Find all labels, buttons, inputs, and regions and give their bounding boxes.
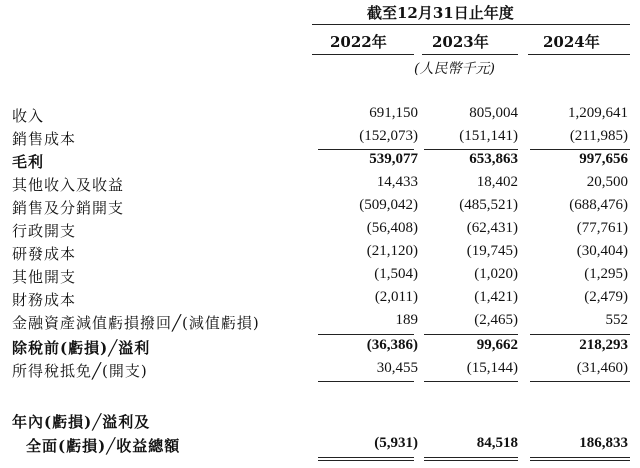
row-label: 收入 — [12, 107, 45, 125]
value-2024: 997,656 — [579, 151, 628, 167]
period-header-rule — [312, 24, 630, 25]
total-label-line2: 全面(虧損)╱收益總額 — [26, 437, 181, 455]
value-2024: (31,460) — [576, 360, 628, 376]
row-label: 除稅前(虧損)╱溢利 — [12, 339, 151, 357]
value-2023: 84,518 — [476, 435, 518, 451]
value-2022: (509,042) — [359, 197, 418, 213]
value-2024: 218,293 — [579, 337, 628, 353]
total-double-rule-2022-a — [318, 457, 414, 458]
total-double-rule-2023-a — [424, 457, 518, 458]
total-label-line1: 年內(虧損)╱溢利及 — [12, 413, 151, 431]
table-row-other-income — [0, 173, 640, 195]
row-label: 研發成本 — [12, 245, 77, 263]
table-row-cost-of-sales — [0, 127, 640, 149]
table-row-total — [0, 434, 640, 456]
value-2023: (2,465) — [474, 312, 518, 328]
row-label: 財務成本 — [12, 291, 77, 309]
value-2022: 14,433 — [376, 174, 418, 190]
pretax-rule-2024 — [530, 334, 630, 335]
table-row-rnd-costs — [0, 242, 640, 264]
year-header-2024: 2024年 — [543, 33, 600, 51]
period-header: 截至12月31日止年度 — [367, 4, 514, 22]
value-2024: 1,209,641 — [568, 105, 628, 121]
row-label: 毛利 — [12, 153, 45, 171]
value-2023: 18,402 — [476, 174, 518, 190]
value-2022: (36,386) — [366, 337, 418, 353]
tax-rule-2022 — [318, 381, 414, 382]
value-2024: (77,761) — [576, 220, 628, 236]
value-2022: (2,011) — [374, 289, 418, 305]
unit-label: (人民幣千元) — [414, 61, 495, 77]
value-2023: (15,144) — [466, 360, 518, 376]
year-rule-2022 — [312, 54, 414, 55]
total-double-rule-2024-a — [530, 457, 630, 458]
value-2022: (56,408) — [366, 220, 418, 236]
table-row-pretax-profit — [0, 336, 640, 358]
value-2024: 186,833 — [579, 435, 628, 451]
year-rule-2023 — [422, 54, 518, 55]
table-row-other-expenses — [0, 265, 640, 287]
value-2023: (62,431) — [466, 220, 518, 236]
row-label: 其他開支 — [12, 268, 77, 286]
value-2022: 691,150 — [369, 105, 418, 121]
value-2023: 805,004 — [469, 105, 518, 121]
tax-rule-2024 — [530, 381, 630, 382]
table-row-gross-profit — [0, 150, 640, 172]
year-header-2022: 2022年 — [330, 33, 387, 51]
value-2024: (211,985) — [569, 128, 628, 144]
value-2023: (1,421) — [474, 289, 518, 305]
row-label: 所得稅抵免╱(開支) — [12, 362, 148, 380]
row-label: 銷售成本 — [12, 130, 77, 148]
value-2022: 30,455 — [376, 360, 418, 376]
value-2022: (5,931) — [374, 435, 418, 451]
table-row-income-tax — [0, 359, 640, 381]
value-2024: (2,479) — [584, 289, 628, 305]
total-double-rule-2024-b — [530, 460, 630, 461]
value-2024: 552 — [605, 312, 628, 328]
value-2022: (21,120) — [366, 243, 418, 259]
value-2023: (485,521) — [459, 197, 518, 213]
table-row-impairment — [0, 311, 640, 333]
value-2024: 20,500 — [586, 174, 628, 190]
table-row-admin-expenses — [0, 219, 640, 241]
pretax-rule-2022 — [318, 334, 414, 335]
row-label: 行政開支 — [12, 222, 77, 240]
row-label: 金融資產減值虧損撥回╱(減值虧損) — [12, 314, 260, 332]
year-rule-2024 — [528, 54, 630, 55]
value-2022: (1,504) — [374, 266, 418, 282]
table-row-finance-costs — [0, 288, 640, 310]
value-2023: (1,020) — [474, 266, 518, 282]
total-double-rule-2023-b — [424, 460, 518, 461]
year-header-2023: 2023年 — [432, 33, 489, 51]
value-2022: (152,073) — [359, 128, 418, 144]
value-2023: (19,745) — [466, 243, 518, 259]
value-2023: 99,662 — [476, 337, 518, 353]
row-label: 銷售及分銷開支 — [12, 199, 125, 217]
value-2024: (30,404) — [576, 243, 628, 259]
row-label: 其他收入及收益 — [12, 176, 125, 194]
table-row-selling-expenses — [0, 196, 640, 218]
value-2022: 189 — [395, 312, 418, 328]
total-double-rule-2022-b — [318, 460, 414, 461]
tax-rule-2023 — [424, 381, 518, 382]
pretax-rule-2023 — [424, 334, 518, 335]
value-2023: 653,863 — [469, 151, 518, 167]
value-2022: 539,077 — [369, 151, 418, 167]
value-2024: (688,476) — [569, 197, 628, 213]
table-row-revenue — [0, 104, 640, 126]
value-2024: (1,295) — [584, 266, 628, 282]
value-2023: (151,141) — [459, 128, 518, 144]
